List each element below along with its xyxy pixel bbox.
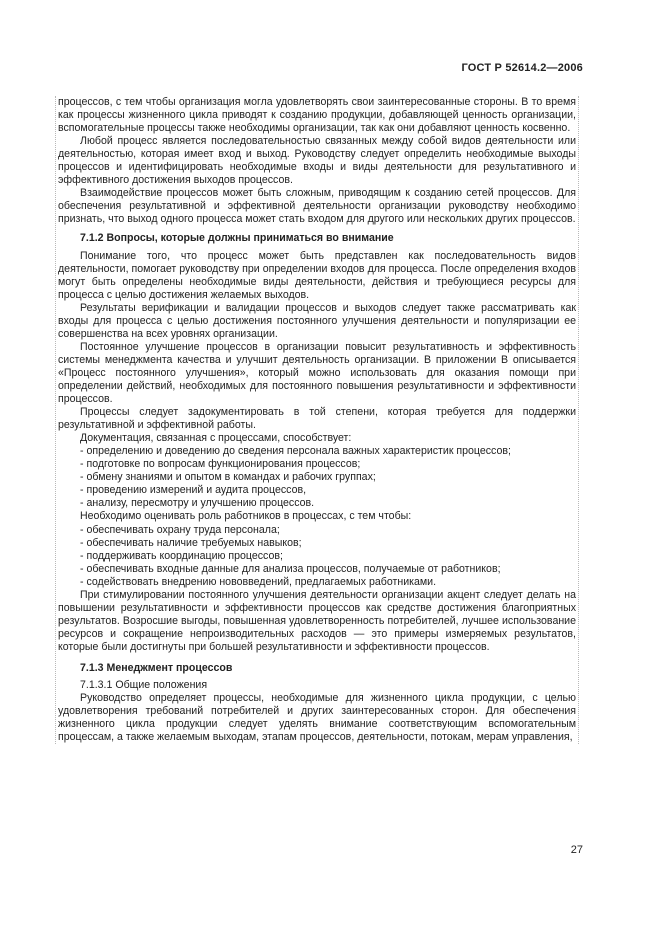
list-item: - обеспечивать входные данные для анализа процессов, получаемые от работников;: [80, 562, 501, 575]
paragraph: При стимулировании постоянного улучшения деятельности организации акцент следует делать на повышении результативности и эффективности процессов как средстве достижения благоприятных результатов. Возросшие выгоды, повышенная удовлетворенность потребителей, лучшее использование ресурсов и сокращение непроизводительных расходов — это примеры измеряемых результатов, которые были достигнуты при большей результативности и эффективности процессов.: [58, 588, 576, 653]
paragraph: Руководство определяет процессы, необходимые для жизненного цикла продукции, с целью удовлетворения требований потребителей и других заинтересованных сторон. Для обеспечения жизненного цикла продукции следует уделять внимание соответствующим вспомогательным процессам, а также желаемым выходам, этапам процессов, деятельности, потокам, мерам управления,: [58, 692, 576, 744]
paragraph: Процессы следует задокументировать в той степени, которая требуется для поддержки результативной и эффективной работы.: [58, 406, 576, 432]
bullet-list: [58, 524, 576, 589]
section-heading: 7.1.2 Вопросы, которые должны приниматься во внимание: [80, 232, 394, 245]
list-item: - обеспечивать охрану труда персонала;: [80, 523, 280, 536]
list-item: - поддерживать координацию процессов;: [80, 549, 283, 562]
document-code: ГОСТ Р 52614.2—2006: [461, 62, 583, 74]
bullet-list: [58, 445, 576, 510]
paragraph: Необходимо оценивать роль работников в процессах, с тем чтобы:: [80, 510, 412, 523]
paragraph: Документация, связанная с процессами, способствует:: [80, 432, 352, 445]
list-item: - проведению измерений и аудита процессов,: [80, 484, 307, 497]
list-item: - обмену знаниями и опытом в командах и рабочих группах;: [80, 471, 376, 484]
list-item: - определению и доведению до сведения персонала важных характеристик процессов;: [80, 445, 511, 458]
page-number: 27: [570, 844, 583, 856]
paragraph: Результаты верификации и валидации процессов и выходов следует также рассматривать как входы для процесса с целью достижения постоянного улучшения деятельности и популяризации ее совершенства на всех уровнях организации.: [58, 301, 576, 340]
paragraph: Постоянное улучшение процессов в организации повысит результативность и эффективность системы менеджмента качества и улучшит деятельность организации. В приложении В описывается «Процесс постоянного улучшения», который можно использовать для оказания помощи при определении действий, необходимых для постоянного повышения результативности и эффективности процессов.: [58, 340, 576, 406]
section-heading: 7.1.3 Менеджмент процессов: [80, 661, 233, 674]
paragraph: Понимание того, что процесс может быть представлен как последовательность видов деятельности, помогает руководству при определении входов для процесса. После определения входов могут быть определены необходимые виды деятельности, действия и требующиеся ресурсы для процесса с целью достижения желаемых выходов.: [58, 249, 576, 301]
page-body: [55, 96, 579, 744]
paragraph: Взаимодействие процессов может быть сложным, приводящим к созданию сетей процессов. Для обеспечения результативной и эффективной деятельности организации руководству необходимо признать, что выход одного процесса может стать входом для другого или нескольких других процессов.: [58, 187, 576, 226]
subsection-heading: 7.1.3.1 Общие положения: [80, 679, 208, 692]
paragraph: Любой процесс является последовательностью связанных между собой видов деятельности или деятельностью, которая имеет вход и выход. Руководству следует определить необходимые выходы процессов и идентифицировать необходимые входы и виды деятельности для результативного и эффективного достижения выходов процессов.: [58, 135, 576, 187]
list-item: - подготовке по вопросам функционирования процессов;: [80, 458, 361, 471]
paragraph: процессов, с тем чтобы организация могла удовлетворять свои заинтересованные стороны. В то время как процессы жизненного цикла приводят к созданию продукции, добавляющей ценность организации, вспомогательные процессы также необходимы организации, так как они добавляют ценность косвенно.: [58, 96, 576, 135]
list-item: - анализу, пересмотру и улучшению процессов.: [80, 497, 315, 510]
list-item: - содействовать внедрению нововведений, предлагаемых работниками.: [80, 575, 437, 588]
list-item: - обеспечивать наличие требуемых навыков;: [80, 536, 302, 549]
